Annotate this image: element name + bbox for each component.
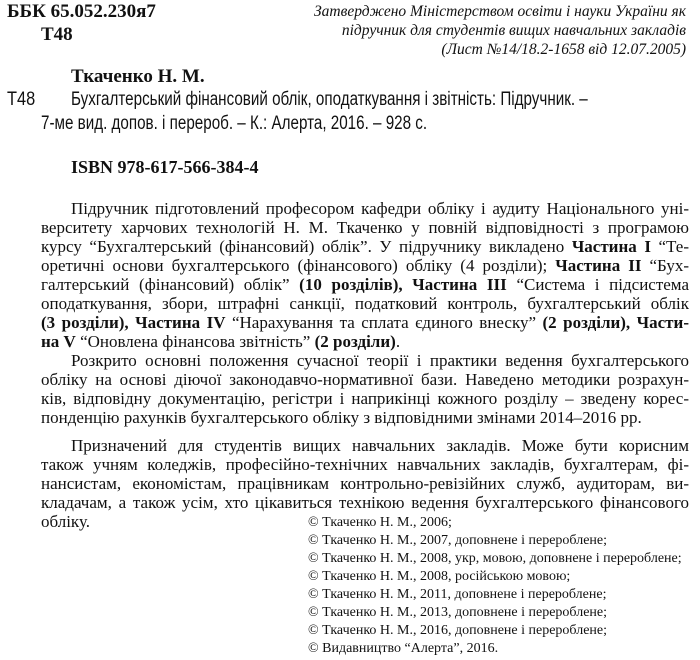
part-label: (2 розділи) (314, 332, 396, 351)
text: “Оновлена фінансова звітність” (75, 332, 315, 351)
approval-line-1: Затверджено Міністерством освіти і науки України як (314, 3, 686, 20)
book-title-line-1: Бухгалтерський фінансовий облік, оподаткування і звітність: Підручник. – (71, 89, 588, 110)
text: “Система і підсистема (506, 275, 689, 294)
abstract-p2-line: обліку на основі діючої законодавчо-нормативної бази. Наведено методики розрахун- (41, 370, 689, 389)
part-label: на V (41, 332, 76, 351)
isbn: ISBN 978-617-566-384-4 (71, 157, 259, 177)
text: “Нарахування та сплата єдиного внеску” (225, 313, 543, 332)
abstract-p2-line: ків, відповідну документацію, регістри і наприкінці кожного розділу – зведену корес- (41, 389, 689, 408)
book-title-line-2: 7-ме вид. допов. і перероб. – К.: Алерта, 2016. – 928 с. (41, 113, 428, 134)
abstract-p2-line: понденцію рахунків бухгалтерського обліку з відповідними змінами 2014–2016 рр. (41, 408, 642, 427)
abstract-p3-line: обліку. (41, 512, 90, 531)
copyright-line: © Видавництво “Алерта”, 2016. (308, 641, 499, 656)
abstract-p1-line (41, 313, 689, 333)
part-label: (3 розділи), Частина IV (41, 313, 226, 332)
abstract-p1-line (41, 332, 689, 352)
copyright-line: © Ткаченко Н. М., 2007, доповнене і перероблене; (308, 533, 607, 548)
copyright-line: © Ткаченко Н. М., 2016, доповнене і перероблене; (308, 623, 607, 638)
author-name: Ткаченко Н. М. (71, 66, 205, 87)
abstract-p1-line: Підручник підготовлений професором кафедри обліку і аудиту Національного уні- (71, 199, 689, 218)
text: “Бух- (641, 256, 689, 275)
copyright-line: © Ткаченко Н. М., 2008, укр, мовою, доповнене і перероблене; (308, 551, 682, 566)
part-label: Частина ІІ (555, 256, 642, 275)
author-sign-header: Т48 (41, 24, 73, 45)
part-label: (10 розділів), Частина ІІІ (299, 275, 507, 294)
approval-line-2: підручник для студентів вищих навчальних закладів (341, 22, 686, 39)
abstract-p1-line (41, 275, 689, 295)
copyright-line: © Ткаченко Н. М., 2013, доповнене і перероблене; (308, 605, 607, 620)
approval-line-3: (Лист №14/18.2-1658 від 12.07.2005) (441, 41, 686, 58)
copyright-line: © Ткаченко Н. М., 2008, російською мовою; (308, 569, 571, 584)
part-label: (2 розділи), Части- (542, 313, 689, 332)
abstract-p1-line (41, 237, 689, 257)
abstract-p3-line: також учням коледжів, професійно-технічних навчальних закладів, бухгалтерам, фі- (41, 455, 689, 474)
abstract-p1-line: верситету харчових технологій Н. М. Ткаченко у повній відповідності з програмою (41, 218, 689, 237)
text: “Те- (650, 237, 689, 256)
abstract-p3-line: нансистам, економістам, працівникам контрольно-ревізійних служб, аудиторам, ви- (41, 474, 689, 493)
abstract-p1-line: оподаткування, збори, штрафні санкції, податковий контроль, бухгалтерський облік (41, 294, 689, 313)
abstract-p3-line: кладачам, а також усім, хто цікавиться технікою ведення бухгалтерського фінансового (41, 493, 689, 512)
abstract-p1-line (41, 256, 689, 276)
text: . (395, 332, 401, 351)
text: курсу “Бухгалтерський (фінансовий) облік”. У підручнику викладено (41, 237, 572, 256)
author-sign: Т48 (7, 89, 36, 110)
text: галтерський (фінансовий) облік” (41, 275, 300, 294)
abstract-p2-line: Розкрито основні положення сучасної теорії і практики ведення бухгалтерського (71, 351, 689, 370)
copyright-line: © Ткаченко Н. М., 2011, доповнене і перероблене; (308, 587, 607, 602)
copyright-line: © Ткаченко Н. М., 2006; (308, 515, 452, 530)
text: оретичні основи бухгалтерського (фінансового) обліку (4 розділи); (41, 256, 556, 275)
bbk-code: ББК 65.052.230я7 (7, 1, 156, 22)
abstract-p3-line: Призначений для студентів вищих навчальних закладів. Може бути корисним (71, 436, 689, 455)
part-label: Частина І (571, 237, 651, 256)
